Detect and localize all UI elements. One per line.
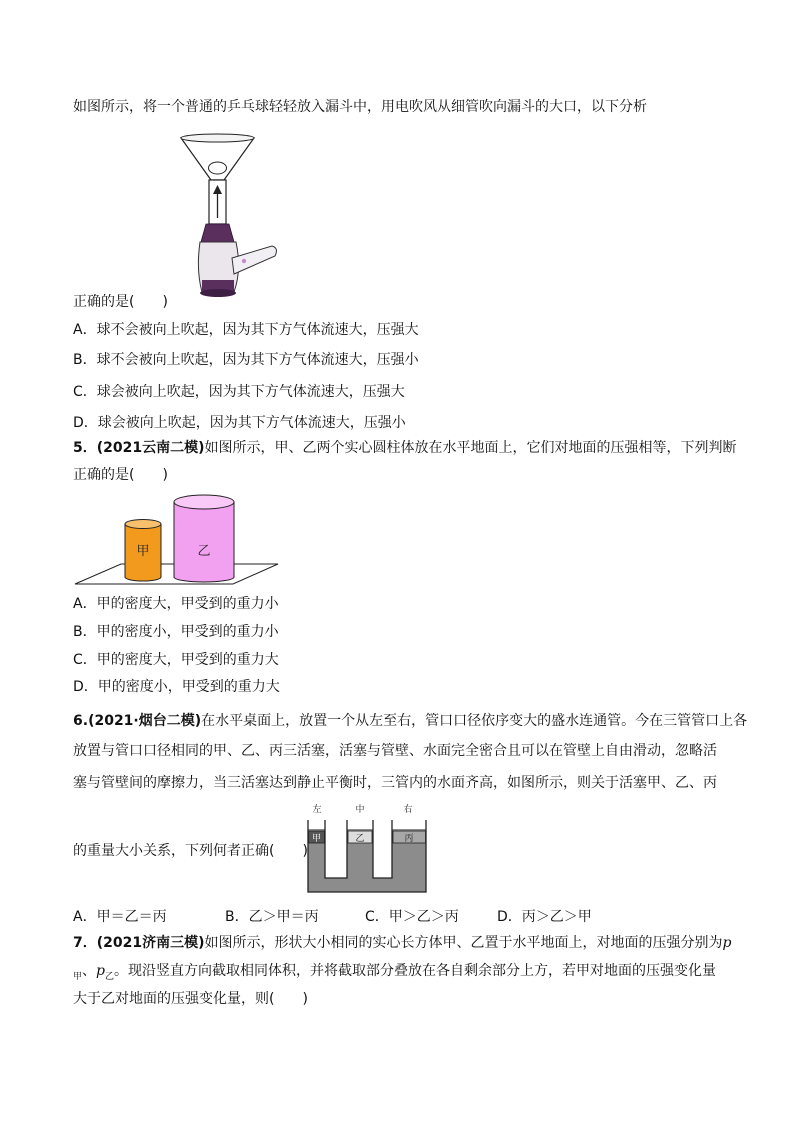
q7-source: (2021济南三模) — [96, 935, 205, 951]
q5-option-c: C．甲的密度大，甲受到的重力大 — [73, 652, 279, 668]
q6-stem-line2: 放置与管口口径相同的甲、乙、丙三活塞，活塞与管壁、水面完全密合且可以在管壁上自由滑动，忽略活 — [73, 743, 717, 759]
q5-stem-line2: 正确的是( ) — [73, 467, 168, 483]
q5-source: (2021云南二模) — [96, 440, 205, 456]
cylinder-yi-label: 乙 — [197, 544, 211, 559]
q7-sub-yi: 乙 — [104, 971, 114, 982]
q4-stem-line1: 如图所示，将一个普通的乒乓球轻轻放入漏斗中，用电吹风从细管吹向漏斗的大口，以下分析 — [73, 99, 647, 115]
q4-option-d: D．球会被向上吹起，因为其下方气体流速大，压强小 — [73, 415, 406, 431]
tube-right-label: 右 — [403, 805, 413, 815]
q7-stem-line2 — [73, 961, 716, 987]
q7-stem-line3: 大于乙对地面的压强变化量，则( ) — [73, 991, 308, 1007]
q4-option-c: C．球会被向上吹起，因为其下方气体流速大，压强大 — [73, 384, 405, 400]
q6-option-b: B．乙＞甲＝丙 — [225, 909, 319, 925]
q5-stem-line1 — [73, 438, 737, 458]
cylinder-jia-label: 甲 — [136, 544, 150, 559]
q4-option-b: B．球不会被向上吹起，因为其下方气体流速大，压强小 — [73, 352, 419, 368]
q4-stem-line2: 正确的是( ) — [73, 294, 168, 310]
piston-jia-label: 甲 — [311, 834, 322, 844]
q7-p-symbol-2: p — [96, 963, 105, 979]
q7-stem-line1 — [73, 933, 731, 953]
q6-option-d: D．丙＞乙＞甲 — [497, 909, 592, 925]
q6-stem-text: 在水平桌面上，放置一个从左至右，管口口径依序变大的盛水连通管。今在三管管口上各 — [201, 713, 748, 729]
q7-stem-text-2: 。现沿竖直方向截取相同体积，并将截取部分叠放在各自剩余部分上方，若甲对地面的压强变化量 — [114, 963, 716, 979]
q5-number: 5． — [73, 440, 97, 456]
tube-mid-label: 中 — [355, 805, 365, 815]
q7-sub-jia: 甲 — [73, 971, 83, 982]
q4-option-a: A．球不会被向上吹起，因为其下方气体流速大，压强大 — [73, 322, 419, 338]
q6-option-c: C．甲＞乙＞丙 — [365, 909, 459, 925]
piston-bing-label: 丙 — [404, 834, 414, 844]
q6-options-row — [73, 907, 592, 927]
q5-option-b: B．甲的密度小，甲受到的重力小 — [73, 624, 279, 640]
q6-stem-line1 — [73, 711, 747, 731]
q6-stem-line3: 塞与管壁间的摩擦力，当三活塞达到静止平衡时，三管内的水面齐高，如图所示，则关于活塞甲、乙、丙 — [73, 775, 717, 791]
connected-tubes-figure — [302, 802, 432, 898]
q7-separator: 、 — [82, 963, 97, 979]
q6-number: 6. — [73, 713, 89, 729]
q7-number: 7． — [73, 935, 97, 951]
q6-source: (2021·烟台二模) — [88, 713, 202, 729]
q7-stem-text: 如图所示，形状大小相同的实心长方体甲、乙置于水平地面上，对地面的压强分别为 — [204, 935, 723, 951]
cylinders-figure — [73, 492, 283, 591]
q7-p-symbol: p — [722, 935, 732, 951]
q5-option-a: A．甲的密度大，甲受到的重力小 — [73, 596, 279, 612]
tube-left-label: 左 — [312, 805, 322, 815]
piston-yi-label: 乙 — [355, 834, 365, 844]
q6-stem-line4: 的重量大小关系，下列何者正确( ) — [73, 843, 308, 859]
q5-stem-text: 如图所示，甲、乙两个实心圆柱体放在水平地面上，它们对地面的压强相等，下列判断 — [204, 440, 737, 456]
q5-option-d: D．甲的密度小，甲受到的重力大 — [73, 679, 280, 695]
funnel-hairdryer-figure — [178, 130, 288, 309]
q6-option-a: A．甲＝乙＝丙 — [73, 909, 167, 925]
